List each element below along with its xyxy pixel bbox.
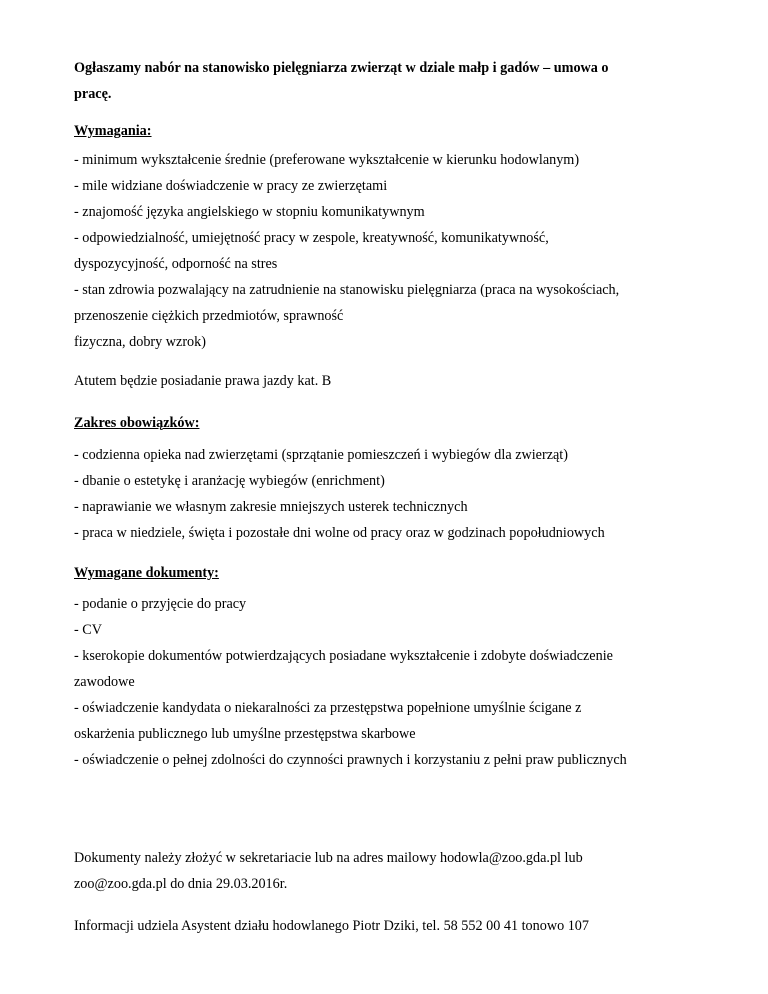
- requirement-item: przenoszenie ciężkich przedmiotów, sprawność: [74, 308, 344, 324]
- duty-item: - naprawianie we własnym zakresie mniejszych usterek technicznych: [74, 499, 468, 515]
- announcement-title-cont: pracę.: [74, 86, 112, 102]
- advantage-text: Atutem będzie posiadanie prawa jazdy kat. B: [74, 373, 332, 389]
- requirement-item: - stan zdrowia pozwalający na zatrudnienie na stanowisku pielęgniarza (praca na wysokościach,: [74, 282, 620, 298]
- requirement-item: fizyczna, dobry wzrok): [74, 334, 206, 350]
- duty-item: - codzienna opieka nad zwierzętami (sprzątanie pomieszczeń i wybiegów dla zwierząt): [74, 447, 568, 463]
- requirement-item: - minimum wykształcenie średnie (preferowane wykształcenie w kierunku hodowlanym): [74, 152, 580, 168]
- duty-item: - praca w niedziele, święta i pozostałe dni wolne od pracy oraz w godzinach popołudniowych: [74, 525, 605, 541]
- requirement-item: - znajomość języka angielskiego w stopniu komunikatywnym: [74, 204, 425, 220]
- requirements-heading: Wymagania:: [74, 123, 152, 139]
- contact-text: Informacji udziela Asystent działu hodowlanego Piotr Dziki, tel. 58 552 00 41 tonowo 107: [74, 918, 589, 934]
- documents-heading: Wymagane dokumenty:: [74, 565, 219, 581]
- document-item: - kserokopie dokumentów potwierdzających posiadane wykształcenie i zdobyte doświadczenie: [74, 648, 613, 664]
- document-item: zawodowe: [74, 674, 135, 690]
- requirement-item: - odpowiedzialność, umiejętność pracy w zespole, kreatywność, komunikatywność,: [74, 230, 549, 246]
- requirement-item: - mile widziane doświadczenie w pracy ze zwierzętami: [74, 178, 388, 194]
- requirement-item: dyspozycyjność, odporność na stres: [74, 256, 278, 272]
- document-item: - oświadczenie o pełnej zdolności do czynności prawnych i korzystaniu z pełni praw publicznych: [74, 752, 627, 768]
- submission-text-cont: zoo@zoo.gda.pl do dnia 29.03.2016r.: [74, 876, 288, 892]
- announcement-title: Ogłaszamy nabór na stanowisko pielęgniarza zwierząt w dziale małp i gadów – umowa o: [74, 60, 609, 76]
- document-item: - CV: [74, 622, 102, 638]
- duties-heading: Zakres obowiązków:: [74, 415, 200, 431]
- submission-text: Dokumenty należy złożyć w sekretariacie lub na adres mailowy hodowla@zoo.gda.pl lub: [74, 850, 583, 866]
- document-item: oskarżenia publicznego lub umyślne przestępstwa skarbowe: [74, 726, 416, 742]
- document-item: - oświadczenie kandydata o niekaralności za przestępstwa popełnione umyślnie ścigane z: [74, 700, 582, 716]
- document-item: - podanie o przyjęcie do pracy: [74, 596, 247, 612]
- duty-item: - dbanie o estetykę i aranżację wybiegów (enrichment): [74, 473, 385, 489]
